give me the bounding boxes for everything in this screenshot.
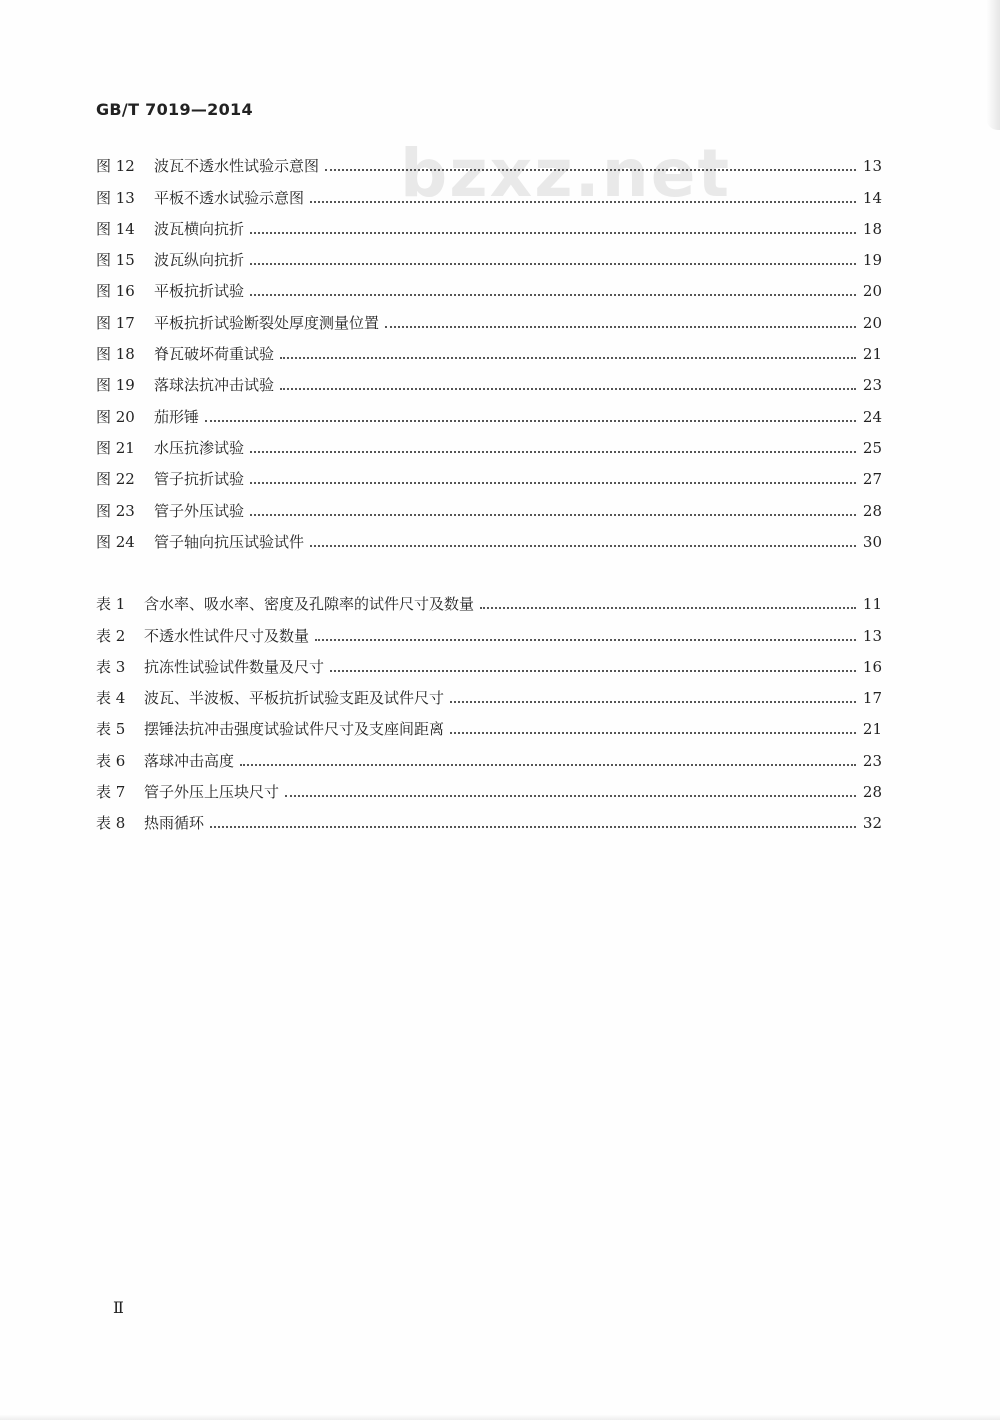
toc-figure-title: 管子抗折试验 <box>154 470 245 489</box>
toc-leader-dots <box>450 732 856 734</box>
toc-table-number: 表 1 <box>96 595 126 614</box>
toc-leader-dots <box>480 607 856 609</box>
toc-leader-dots <box>330 670 856 672</box>
toc-leader-dots <box>280 357 856 359</box>
toc-page-number: 28 <box>862 501 882 520</box>
toc-figure-title: 平板抗折试验断裂处厚度测量位置 <box>154 313 380 332</box>
toc-row[interactable] <box>96 615 882 646</box>
toc-leader-dots <box>250 451 856 453</box>
toc-leader-dots <box>250 482 856 484</box>
toc-leader-dots <box>310 201 856 203</box>
toc-figure-title: 平板不透水试验示意图 <box>154 188 305 207</box>
toc-leader-dots <box>250 263 856 265</box>
toc-figure-title: 波瓦不透水性试验示意图 <box>154 157 320 176</box>
toc-page-number: 14 <box>862 188 882 207</box>
toc-row[interactable] <box>96 146 882 177</box>
toc-row[interactable] <box>96 772 882 803</box>
toc-row[interactable] <box>96 678 882 709</box>
toc-figure-title: 波瓦纵向抗折 <box>154 251 245 270</box>
toc-row[interactable] <box>96 803 882 834</box>
toc-row[interactable] <box>96 177 882 208</box>
toc-leader-dots <box>285 795 856 797</box>
toc-figure-number: 图 22 <box>96 470 135 489</box>
toc-table-title: 波瓦、半波板、平板抗折试验支距及试件尺寸 <box>144 689 445 708</box>
toc-page-number: 20 <box>862 282 882 301</box>
toc-row[interactable] <box>96 428 882 459</box>
toc-row[interactable] <box>96 709 882 740</box>
toc-figure-number: 图 16 <box>96 282 135 301</box>
toc-table-number: 表 5 <box>96 720 126 739</box>
toc-leader-dots <box>210 826 856 828</box>
toc-figure-title: 水压抗渗试验 <box>154 438 245 457</box>
toc-page-number: 24 <box>862 407 882 426</box>
toc-row[interactable] <box>96 334 882 365</box>
toc-leader-dots <box>250 514 856 516</box>
toc-row[interactable] <box>96 302 882 333</box>
toc-table-title: 热雨循环 <box>144 814 205 833</box>
toc-row[interactable] <box>96 209 882 240</box>
page-bottom-shadow <box>0 1414 1000 1420</box>
watermark: bzxz.net <box>400 135 732 212</box>
toc-leader-dots <box>310 545 856 547</box>
toc-page-number: 13 <box>862 626 882 645</box>
toc-page-number: 19 <box>862 251 882 270</box>
toc-page-number: 18 <box>862 219 882 238</box>
toc-figure-title: 波瓦横向抗折 <box>154 219 245 238</box>
toc-page-number: 20 <box>862 313 882 332</box>
toc-figure-title: 管子外压试验 <box>154 501 245 520</box>
toc-row[interactable] <box>96 271 882 302</box>
toc-row[interactable] <box>96 740 882 771</box>
toc-figure-title: 茄形锤 <box>154 407 200 426</box>
toc-page-number: 32 <box>862 814 882 833</box>
toc-page-number: 23 <box>862 751 882 770</box>
toc-table-number: 表 6 <box>96 751 126 770</box>
toc-table-number: 表 3 <box>96 657 126 676</box>
toc-row[interactable] <box>96 365 882 396</box>
toc-page-number: 28 <box>862 783 882 802</box>
toc-figure-number: 图 24 <box>96 532 135 551</box>
toc-figure-number: 图 12 <box>96 157 135 176</box>
toc-figure-number: 图 18 <box>96 345 135 364</box>
toc-leader-dots <box>315 639 856 641</box>
toc-row[interactable] <box>96 647 882 678</box>
toc-figure-number: 图 21 <box>96 438 135 457</box>
toc-page-number: 16 <box>862 657 882 676</box>
toc-page-number: 11 <box>862 595 882 614</box>
toc-figure-number: 图 20 <box>96 407 135 426</box>
toc-table-number: 表 7 <box>96 783 126 802</box>
toc-page-number: 13 <box>862 157 882 176</box>
toc-table-title: 含水率、吸水率、密度及孔隙率的试件尺寸及数量 <box>144 595 475 614</box>
page-number-footer: Ⅱ <box>113 1298 124 1317</box>
toc-figure-number: 图 17 <box>96 313 135 332</box>
toc-table-title: 摆锤法抗冲击强度试验试件尺寸及支座间距离 <box>144 720 445 739</box>
toc-figure-title: 管子轴向抗压试验试件 <box>154 532 305 551</box>
toc-table-number: 表 8 <box>96 814 126 833</box>
toc-page-number: 21 <box>862 345 882 364</box>
toc-table-number: 表 2 <box>96 626 126 645</box>
toc-row[interactable] <box>96 584 882 615</box>
toc-figure-title: 平板抗折试验 <box>154 282 245 301</box>
page-edge-shadow <box>986 0 1000 130</box>
toc-page-number: 27 <box>862 470 882 489</box>
toc-row[interactable] <box>96 240 882 271</box>
toc-leader-dots <box>325 169 856 171</box>
toc-row[interactable] <box>96 522 882 553</box>
toc-leader-dots <box>450 701 856 703</box>
toc-page-number: 30 <box>862 532 882 551</box>
toc-leader-dots <box>250 232 856 234</box>
figure-list <box>96 146 882 553</box>
document-code: GB/T 7019—2014 <box>96 100 253 119</box>
toc-leader-dots <box>250 294 856 296</box>
toc-page-number: 21 <box>862 720 882 739</box>
toc-page-number: 25 <box>862 438 882 457</box>
toc-page-number: 17 <box>862 689 882 708</box>
toc-leader-dots <box>240 764 856 766</box>
toc-figure-number: 图 23 <box>96 501 135 520</box>
toc-figure-number: 图 13 <box>96 188 135 207</box>
toc-table-title: 不透水性试件尺寸及数量 <box>144 626 310 645</box>
toc-row[interactable] <box>96 396 882 427</box>
table-list <box>96 584 882 834</box>
toc-table-title: 抗冻性试验试件数量及尺寸 <box>144 657 325 676</box>
toc-row[interactable] <box>96 490 882 521</box>
toc-figure-number: 图 15 <box>96 251 135 270</box>
toc-figure-title: 落球法抗冲击试验 <box>154 376 275 395</box>
toc-figure-title: 脊瓦破坏荷重试验 <box>154 345 275 364</box>
toc-table-title: 管子外压上压块尺寸 <box>144 783 280 802</box>
toc-row[interactable] <box>96 459 882 490</box>
toc-leader-dots <box>385 326 856 328</box>
toc-page-number: 23 <box>862 376 882 395</box>
toc-table-number: 表 4 <box>96 689 126 708</box>
toc-figure-number: 图 19 <box>96 376 135 395</box>
toc-leader-dots <box>280 388 856 390</box>
toc-leader-dots <box>205 420 856 422</box>
toc-figure-number: 图 14 <box>96 219 135 238</box>
toc-table-title: 落球冲击高度 <box>144 751 235 770</box>
